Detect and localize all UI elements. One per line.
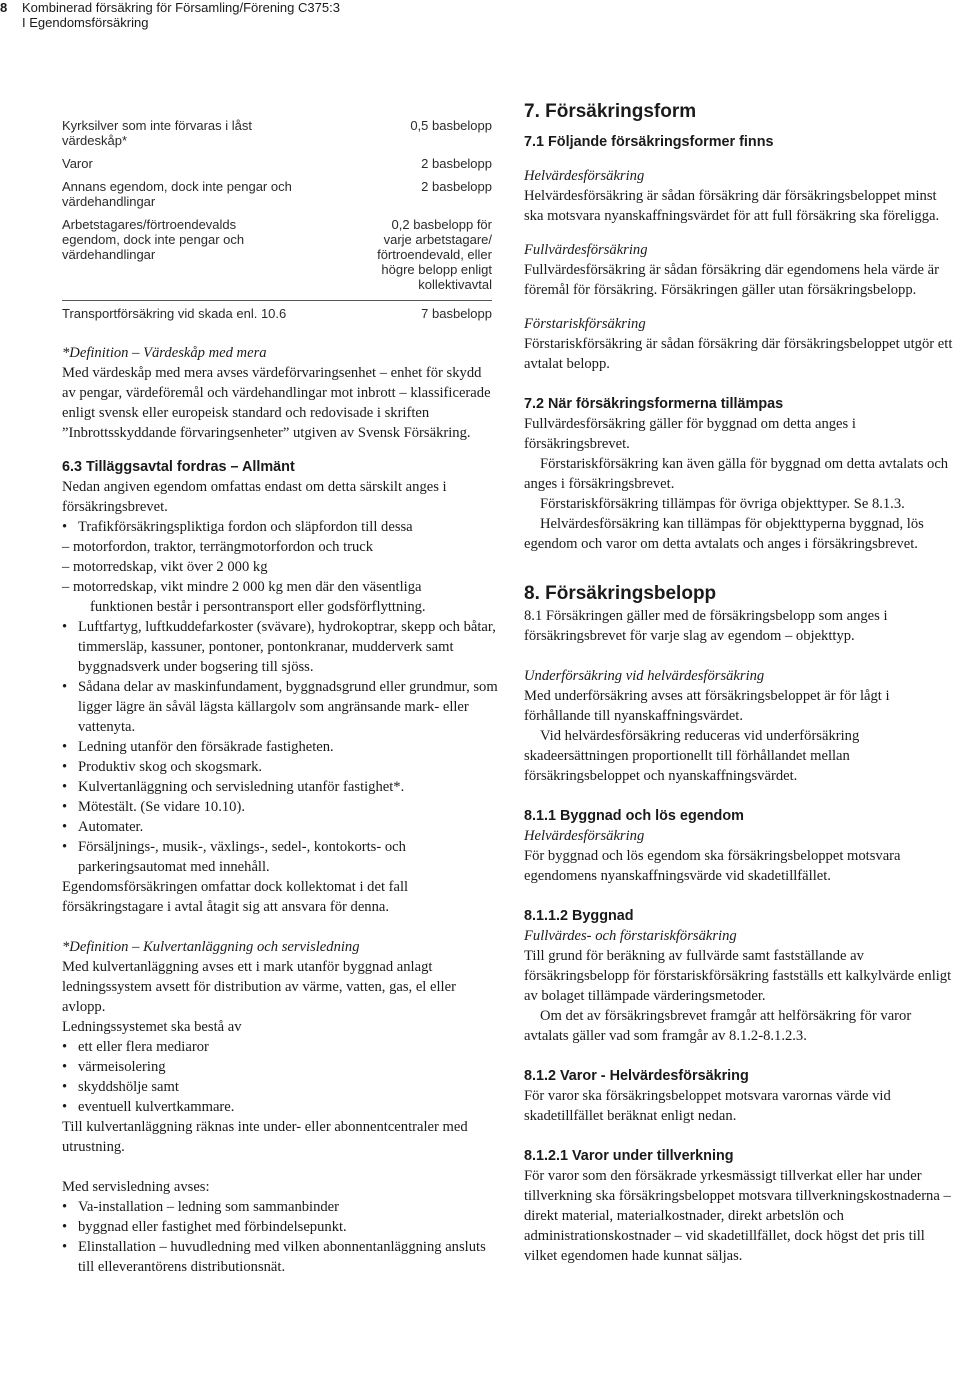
header-subtitle: I Egendomsförsäkring <box>22 15 149 30</box>
paragraph: Egendomsförsäkringen omfattar dock kollektomat i det fall försäkringstagare i avtal åtagit sig att ansvara för denna. <box>62 879 409 915</box>
table-value <box>292 217 492 301</box>
definition-title: *Definition – Värdeskåp med mera <box>62 345 267 361</box>
list-item: • Försäljnings-, musik-, växlings-, sedel-, kontokorts- och parkeringsautomat med innehåll. <box>62 837 498 877</box>
subsection-heading: 8.1.1.2 Byggnad <box>524 908 634 924</box>
table-value: 7 basbelopp <box>292 301 492 330</box>
bullet-list <box>62 517 498 877</box>
table-value-text: 0,2 basbelopp för varje arbetstagare/ förtroendevald, eller högre belopp enligt kollektivavtal <box>377 217 492 292</box>
left-column <box>62 118 498 1277</box>
subsection-heading: 7.2 När försäkringsformerna tillämpas <box>524 396 784 412</box>
table-row <box>62 156 492 179</box>
paragraph: För byggnad och lös egendom ska försäkringsbeloppet motsvara egendomens nyanskaffningsvärde vid skadetillfället. <box>524 848 901 884</box>
table-label: Annans egendom, dock inte pengar och värdehandlingar <box>62 179 292 209</box>
paragraph: Vid helvärdesförsäkring reduceras vid underförsäkring skadeersättningen proportionellt till förhållandet mellan försäkringsbeloppet och nyanskaffningsvärdet. <box>524 728 860 784</box>
term-title: Helvärdesförsäkring <box>524 828 645 844</box>
paragraph: 8.1 Försäkringen gäller med de försäkringsbelopp som anges i försäkringsbrevet för varje slag av egendom – objekttyp. <box>524 608 888 644</box>
bullet-list <box>62 1197 498 1277</box>
bullet-list <box>62 1037 498 1117</box>
dash-item-continued: funktionen består i persontransport eller godsförflyttning. <box>90 599 426 615</box>
list-item: • skyddshölje samt <box>62 1077 498 1097</box>
list-item: • Elinstallation – huvudledning med vilken abonnentanläggning ansluts till elleverantörens distributionsnät. <box>62 1237 498 1277</box>
list-item: • Va-installation – ledning som sammanbinder <box>62 1197 498 1217</box>
paragraph: Nedan angiven egendom omfattas endast om detta särskilt anges i försäkringsbrevet. <box>62 479 447 515</box>
subsection-heading: 8.1.1 Byggnad och lös egendom <box>524 808 744 824</box>
paragraph: Till kulvertanläggning räknas inte under- eller abonnentcentraler med utrustning. <box>62 1119 468 1155</box>
definition-text: Med kulvertanläggning avses ett i mark utanför byggnad anlagt ledningssystem avsett för distribution av värme, vatten, gas, el eller avlopp. <box>62 959 456 1015</box>
paragraph: Förstariskförsäkring kan även gälla för byggnad om detta avtalats och anges i försäkringsbrevet. <box>524 456 949 492</box>
table-label: Kyrksilver som inte förvaras i låst värdeskåp* <box>62 118 252 148</box>
term-title: Helvärdesförsäkring <box>524 168 645 184</box>
list-item: • Mötestält. (Se vidare 10.10). <box>62 797 498 817</box>
list-item: • Produktiv skog och skogsmark. <box>62 757 498 777</box>
table-value: 2 basbelopp <box>421 156 492 171</box>
value-table <box>62 118 492 329</box>
table-row <box>62 179 492 217</box>
paragraph: Fullvärdesförsäkring är sådan försäkring där egendomens hela värde är föremål för försäkring. Försäkringen gäller utan försäkringsbelopp. <box>524 262 939 298</box>
term-title: Underförsäkring vid helvärdesförsäkring <box>524 668 765 684</box>
table-row <box>62 301 492 330</box>
table-value: 0,5 basbelopp <box>410 118 492 133</box>
list-item: • Luftfartyg, luftkuddefarkoster (svävare), hydrokoptrar, skepp och båtar, timmersläp, kassuner, pontoner, pontonkranar, mudderverk samt byggnadsverk under bogsering till sjöss. <box>62 617 498 677</box>
dash-item: – motorredskap, vikt mindre 2 000 kg men där den väsentliga <box>62 579 422 595</box>
paragraph: För varor som den försäkrade yrkesmässigt tillverkat eller har under tillverkning ska försäkringsbeloppet motsvara tillverkningskostnaderna – direkt material, materialkostnader, direkt arbetslön och administrationskostnader – vid skadetillfället, dock högst det pris till vilket egendomen hade kunnat säljas. <box>524 1168 951 1264</box>
term-title: Fullvärdesförsäkring <box>524 242 648 258</box>
list-item <box>62 517 498 617</box>
definition-text: Med värdeskåp med mera avses värdeförvaringsenhet – enhet för skydd av pengar, värdeföremål och värdehandlingar mot inbrott – klassificerade enligt svensk eller europeisk standard och redovisade i skriften ”Inbrottsskyddande förvaringsenheter” utgiven av Svensk Försäkring. <box>62 365 491 441</box>
section-heading: 6.3 Tilläggsavtal fordras – Allmänt <box>62 459 295 475</box>
paragraph: Förstariskförsäkring är sådan försäkring där försäkringsbeloppet utgör ett avtalat belopp. <box>524 336 953 372</box>
section-heading: 7. Försäkringsform <box>524 101 697 122</box>
table-label: Varor <box>62 156 93 171</box>
list-item: • ett eller flera mediaror <box>62 1037 498 1057</box>
paragraph: Med underförsäkring avses att försäkringsbeloppet är för lågt i förhållande till nyanskaffningsvärdet. <box>524 688 890 724</box>
table-value: 2 basbelopp <box>421 179 492 194</box>
list-item: • byggnad eller fastighet med förbindelsepunkt. <box>62 1217 498 1237</box>
section-heading: 8. Försäkringsbelopp <box>524 583 717 604</box>
paragraph: Helvärdesförsäkring är sådan försäkring där försäkringsbeloppet minst ska motsvara nyanskaffningsvärdet för att full försäkring ska föreligga. <box>524 188 940 224</box>
paragraph: Om det av försäkringsbrevet framgår att helförsäkring för varor avtalats gäller vad som framgår av 8.1.2-8.1.2.3. <box>524 1008 912 1044</box>
dash-item: – motorfordon, traktor, terrängmotorfordon och truck <box>62 539 374 555</box>
list-item: • Ledning utanför den försäkrade fastigheten. <box>62 737 498 757</box>
paragraph: Helvärdesförsäkring kan tillämpas för objekttyperna byggnad, lös egendom och varor om detta avtalats och anges i försäkringsbrevet. <box>524 516 924 552</box>
list-item: • Sådana delar av maskinfundament, byggnadsgrund eller grundmur, som ligger lägre än såväl lägsta källargolv som angränsande mark- eller vattenyta. <box>62 677 498 737</box>
definition-title: *Definition – Kulvertanläggning och servisledning <box>62 939 360 955</box>
paragraph: Fullvärdesförsäkring gäller för byggnad om detta anges i försäkringsbrevet. <box>524 416 856 452</box>
table-label: Transportförsäkring vid skada enl. 10.6 <box>62 301 292 330</box>
list-item: • eventuell kulvertkammare. <box>62 1097 498 1117</box>
list-item: • värmeisolering <box>62 1057 498 1077</box>
list-item: • Kulvertanläggning och servisledning utanför fastighet*. <box>62 777 498 797</box>
right-column <box>524 100 958 1266</box>
list-item-text: Trafikförsäkringspliktiga fordon och släpfordon till dessa <box>78 519 413 535</box>
paragraph: Till grund för beräkning av fullvärde samt fastställande av försäkringsbelopp för förstariskförsäkring fastställs ett kalkylvärde enligt av bolaget tillämpade värderingsmetoder. <box>524 948 952 1004</box>
header-title: Kombinerad försäkring för Församling/Förening C375:3 <box>22 0 340 15</box>
paragraph: För varor ska försäkringsbeloppet motsvara varornas värde vid skadetillfället beräknat enligt nedan. <box>524 1088 891 1124</box>
page-number: 8 <box>0 0 8 15</box>
paragraph: Förstariskförsäkring tillämpas för övriga objekttyper. Se 8.1.3. <box>540 496 905 512</box>
paragraph: Ledningssystemet ska bestå av <box>62 1019 242 1035</box>
table-label: Arbetstagares/förtroendevalds egendom, dock inte pengar och värdehandlingar <box>62 217 245 262</box>
list-item: • Automater. <box>62 817 498 837</box>
term-title: Fullvärdes- och förstariskförsäkring <box>524 928 737 944</box>
paragraph: Med servisledning avses: <box>62 1179 210 1195</box>
subsection-heading: 8.1.2 Varor - Helvärdesförsäkring <box>524 1068 749 1084</box>
table-row <box>62 217 492 301</box>
term-title: Förstariskförsäkring <box>524 316 646 332</box>
subsection-heading: 8.1.2.1 Varor under tillverkning <box>524 1148 734 1164</box>
dash-item: – motorredskap, vikt över 2 000 kg <box>62 559 268 575</box>
subsection-heading: 7.1 Följande försäkringsformer finns <box>524 134 774 150</box>
table-row <box>62 118 492 156</box>
